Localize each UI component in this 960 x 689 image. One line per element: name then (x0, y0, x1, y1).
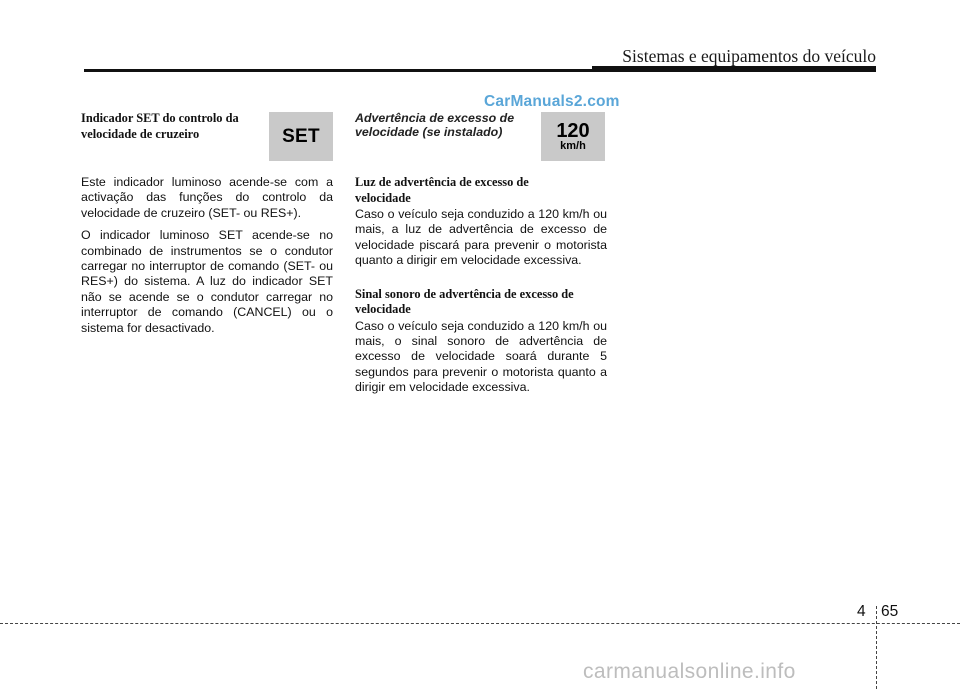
chapter-number: 4 (857, 603, 866, 620)
overspeed-chime-subheading (355, 287, 607, 318)
set-paragraph-1: Este indicador luminoso acende-se com a activação das funções do controlo da velocidade de cruzeiro (SET- ou RES+). (81, 175, 333, 220)
page-number: 65 (881, 603, 899, 620)
speed-icon-number: 120 (556, 119, 590, 142)
watermark-carmanuals2[interactable]: CarManuals2.com (484, 93, 620, 110)
page-header-title: Sistemas e equipamentos do veículo (622, 46, 876, 66)
overspeed-light-subheading (355, 175, 607, 206)
set-icon-label: SET (282, 125, 320, 147)
speed-icon-unit: km/h (560, 139, 586, 152)
sub1-line1: Luz de advertência de excesso de (355, 175, 529, 189)
set-indicator-heading-block (81, 111, 261, 163)
set-heading-line1: Indicador SET do controlo da (81, 111, 239, 125)
watermark-carmanualsonline[interactable]: carmanualsonline.info (583, 660, 796, 683)
set-heading-line2: velocidade de cruzeiro (81, 126, 200, 141)
set-indicator-heading (81, 111, 261, 142)
footer-dashed-rule (0, 623, 960, 624)
overspeed-heading (355, 111, 535, 139)
footer-dashed-divider (876, 606, 877, 689)
overspeed-heading-line1: Advertência de excesso de (355, 111, 515, 125)
set-paragraph-2: O indicador luminoso SET acende-se no combinado de instrumentos se o condutor carregar no interruptor de comando (SET- ou RES+) do sistema. A luz do indicador SET não se acende se o condutor carregar no interruptor de comando (CANCEL) ou o sistema for desactivado. (81, 228, 333, 335)
overspeed-heading-block (355, 111, 535, 163)
set-indicator-icon (269, 112, 333, 161)
overspeed-chime-paragraph: Caso o veículo seja conduzido a 120 km/h ou mais, o sinal sonoro de advertência de excesso de velocidade soará durante 5 segundos para prevenir o motorista quanto a dirigir em velocidade excessiva. (355, 318, 607, 395)
overspeed-light-paragraph: Caso o veículo seja conduzido a 120 km/h ou mais, a luz de advertência de excesso de velocidade piscará para prevenir o motorista quanto a dirigir em velocidade excessiva. (355, 207, 607, 268)
sub2-line1: Sinal sonoro de advertência de excesso de (355, 286, 574, 301)
overspeed-heading-line2: velocidade (se instalado) (355, 125, 503, 139)
sub2-line2: velocidade (355, 302, 411, 317)
header-rule-accent (592, 66, 876, 72)
speed-warning-icon (541, 112, 605, 161)
sub1-line2: velocidade (355, 190, 411, 205)
